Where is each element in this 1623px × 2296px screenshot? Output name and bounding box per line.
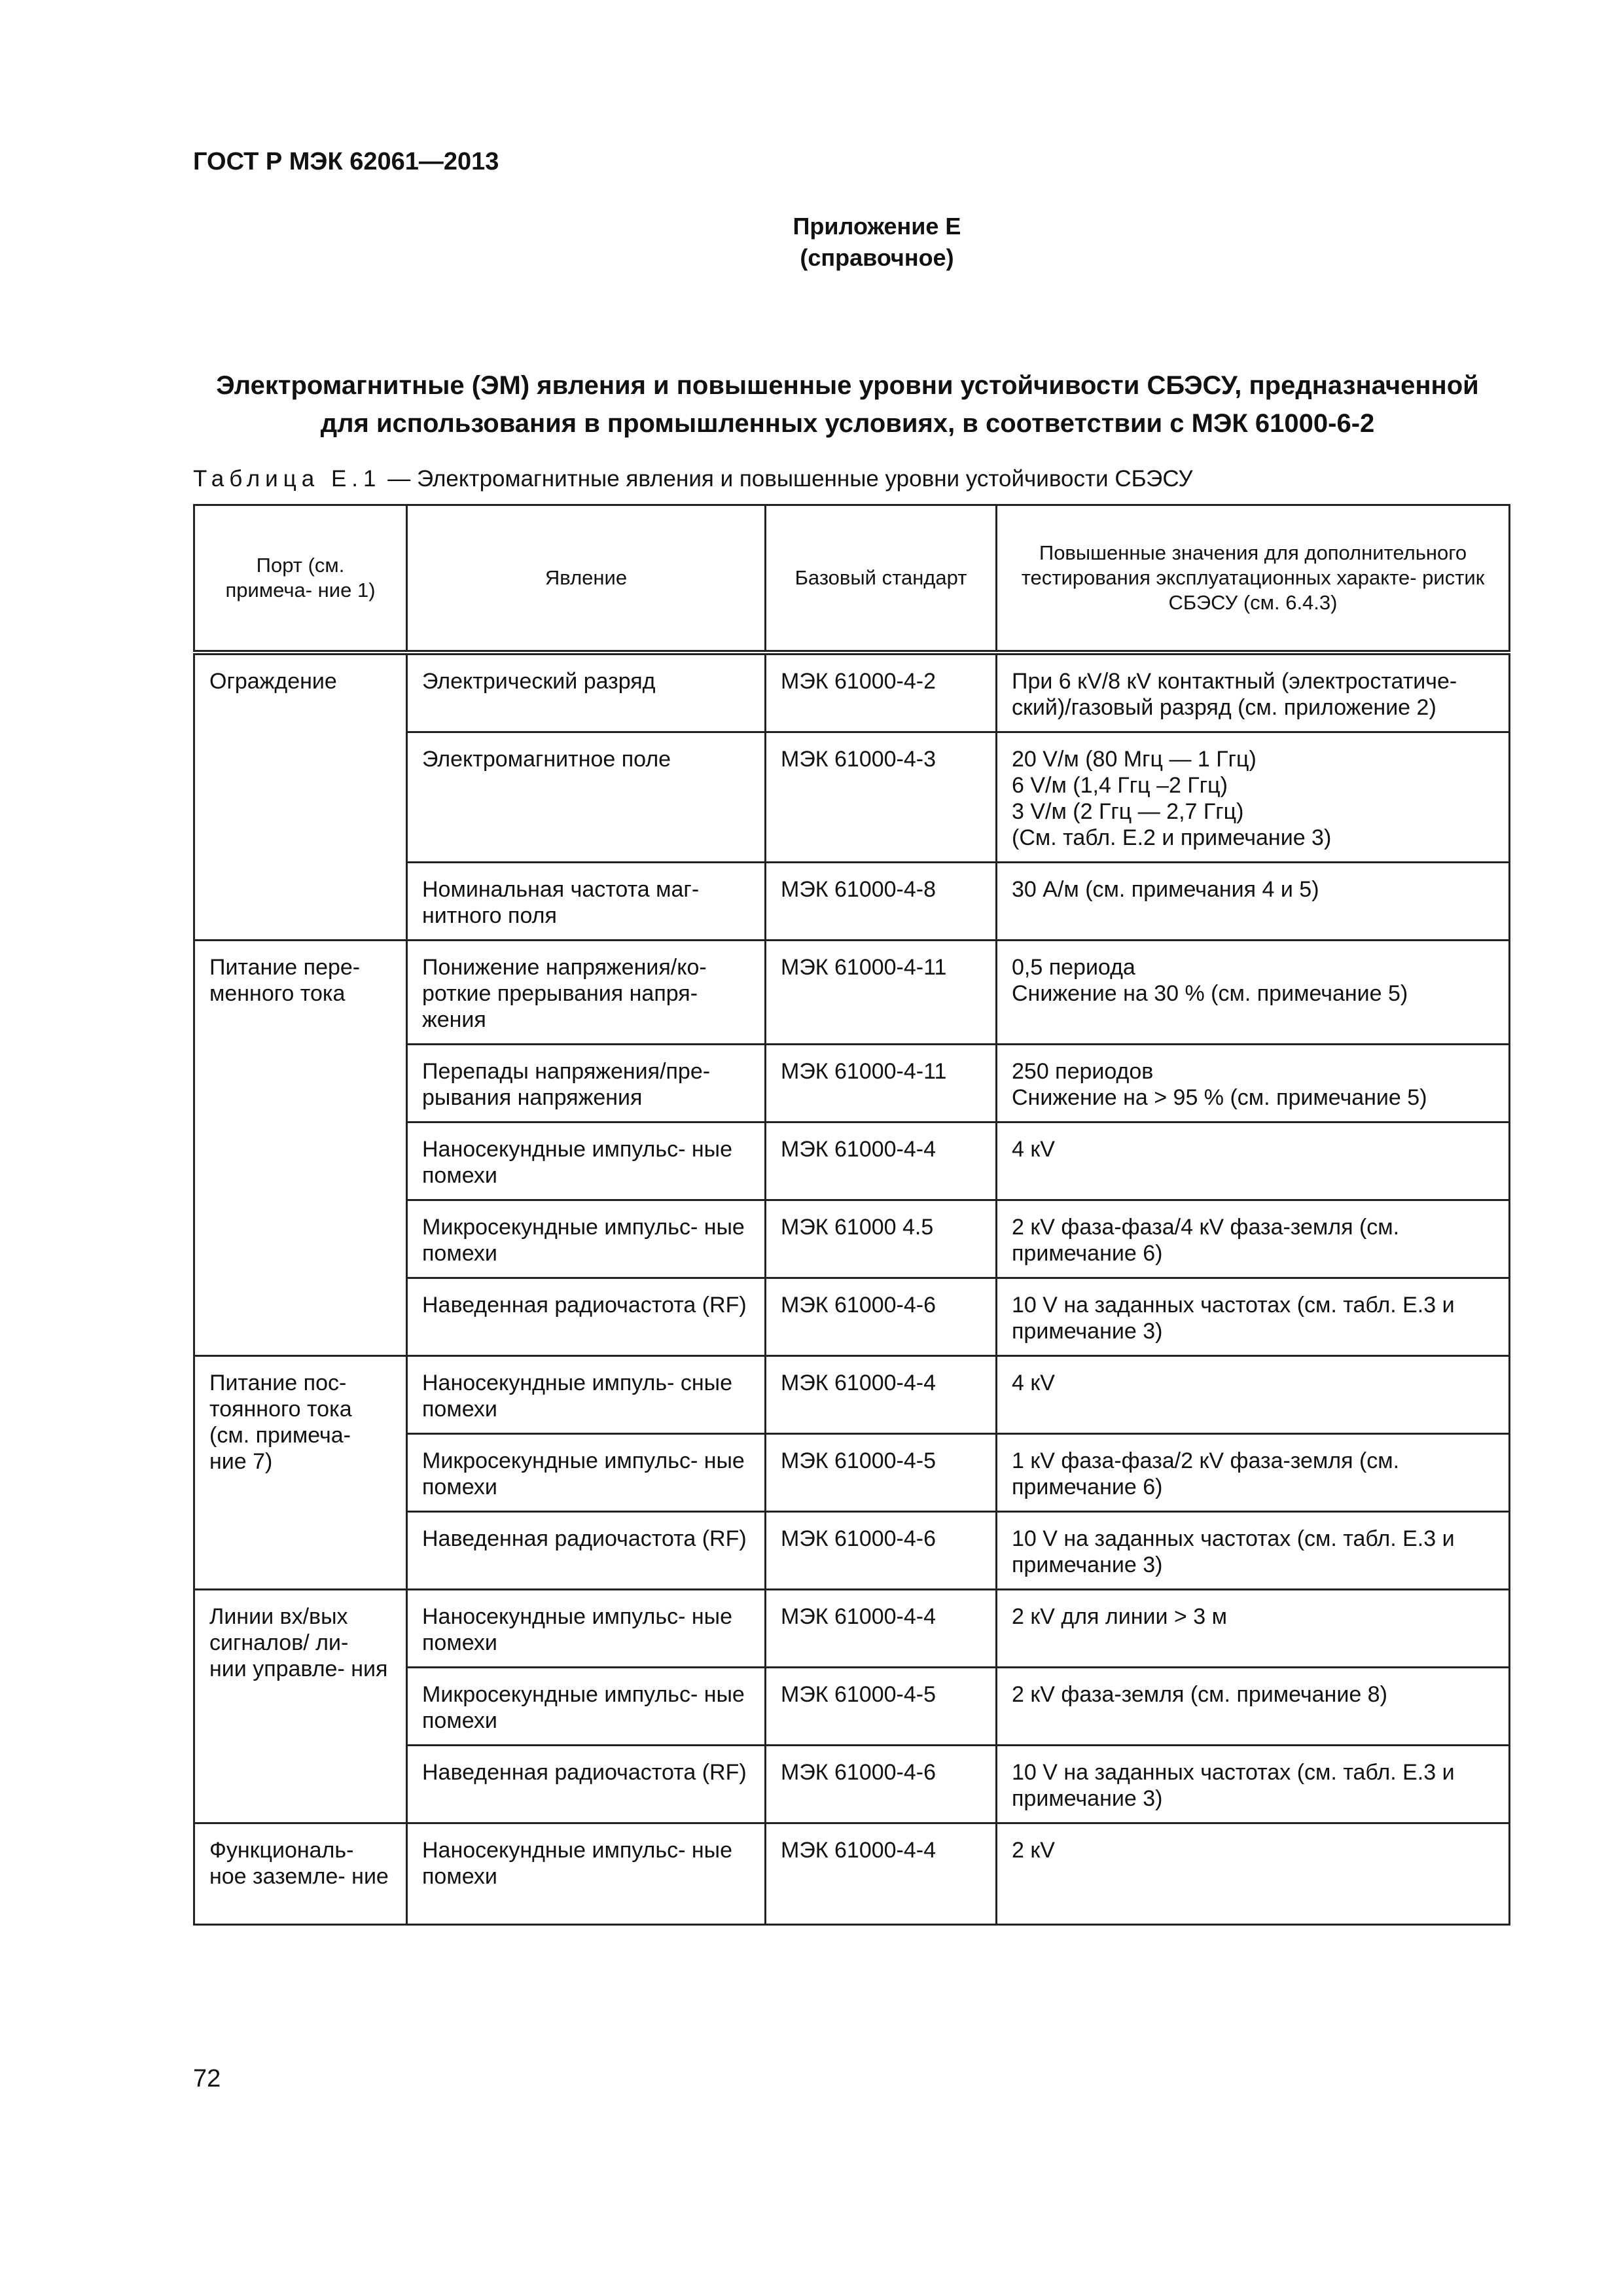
value-cell: 2 кV: [997, 1823, 1510, 1925]
phenomenon-cell: Электрический разряд: [407, 653, 766, 732]
standard-cell: МЭК 61000-4-6: [766, 1278, 997, 1356]
phenomenon-cell: Наносекундные импульс- ные помехи: [407, 1590, 766, 1668]
phenomenon-cell: Микросекундные импульс- ные помехи: [407, 1668, 766, 1746]
port-cell: Питание пос- тоянного тока (см. примеча- ние 7): [194, 1356, 407, 1590]
value-cell: 2 кV фаза-фаза/4 кV фаза-земля (см. примечание 6): [997, 1200, 1510, 1278]
standard-cell: МЭК 61000-4-4: [766, 1122, 997, 1200]
phenomenon-cell: Наведенная радиочастота (RF): [407, 1746, 766, 1823]
port-cell: Питание пере- менного тока: [194, 941, 407, 1356]
standard-cell: МЭК 61000-4-11: [766, 1045, 997, 1122]
table-caption: [193, 466, 1193, 492]
page-number: 72: [193, 2065, 221, 2092]
header-value: Повышенные значения для дополнительного тестирования эксплуатационных характе- ристик СБЭСУ (см. 6.4.3): [997, 505, 1510, 653]
header-standard: Базовый стандарт: [766, 505, 997, 653]
standard-cell: МЭК 61000-4-6: [766, 1512, 997, 1590]
table-caption-text: — Электромагнитные явления и повышенные уровни устойчивости СБЭСУ: [387, 466, 1193, 492]
standard-cell: МЭК 61000-4-5: [766, 1434, 997, 1512]
table-row: [194, 1590, 1510, 1668]
header-phenomenon: Явление: [407, 505, 766, 653]
table-row: [194, 1823, 1510, 1925]
port-cell: Ограждение: [194, 653, 407, 941]
table-body: [194, 653, 1510, 1925]
port-cell: Функциональ- ное заземле- ние: [194, 1823, 407, 1925]
standard-cell: МЭК 61000-4-3: [766, 732, 997, 863]
phenomenon-cell: Микросекундные импульс- ные помехи: [407, 1434, 766, 1512]
phenomenon-cell: Наносекундные импуль- сные помехи: [407, 1356, 766, 1434]
standard-cell: МЭК 61000-4-5: [766, 1668, 997, 1746]
standard-cell: МЭК 61000-4-4: [766, 1590, 997, 1668]
appendix-heading: [0, 211, 1623, 274]
standard-cell: МЭК 61000-4-4: [766, 1823, 997, 1925]
phenomenon-cell: Перепады напряжения/пре- рывания напряжения: [407, 1045, 766, 1122]
value-cell: 10 V на заданных частотах (см. табл. Е.3 и примечание 3): [997, 1746, 1510, 1823]
value-cell: 20 V/м (80 Мгц — 1 Ггц) 6 V/м (1,4 Ггц –2 Ггц) 3 V/м (2 Ггц — 2,7 Ггц) (См. табл. Е.2 и примечание 3): [997, 732, 1510, 863]
standard-cell: МЭК 61000-4-11: [766, 941, 997, 1045]
table-caption-label: Таблица Е.1: [193, 466, 382, 492]
table-header-row: [194, 505, 1510, 653]
standard-cell: МЭК 61000-4-4: [766, 1356, 997, 1434]
value-cell: 250 периодов Снижение на > 95 % (см. примечание 5): [997, 1045, 1510, 1122]
emc-table: [193, 504, 1510, 1926]
section-title: Электромагнитные (ЭМ) явления и повышенные уровни устойчивости СБЭСУ, предназначенной для использования в промышленных условиях, в соответствии с МЭК 61000-6-2: [216, 371, 1479, 438]
phenomenon-cell: Микросекундные импульс- ные помехи: [407, 1200, 766, 1278]
phenomenon-cell: Наносекундные импульс- ные помехи: [407, 1122, 766, 1200]
value-cell: 2 кV фаза-земля (см. примечание 8): [997, 1668, 1510, 1746]
table-row: [194, 941, 1510, 1045]
port-cell: Линии вх/вых сигналов/ ли- нии управле- ния: [194, 1590, 407, 1823]
value-cell: 4 кV: [997, 1122, 1510, 1200]
value-cell: 4 кV: [997, 1356, 1510, 1434]
value-cell: 10 V на заданных частотах (см. табл. Е.3 и примечание 3): [997, 1278, 1510, 1356]
phenomenon-cell: Наведенная радиочастота (RF): [407, 1512, 766, 1590]
table-row: [194, 653, 1510, 732]
value-cell: 1 кV фаза-фаза/2 кV фаза-земля (см. примечание 6): [997, 1434, 1510, 1512]
phenomenon-cell: Электромагнитное поле: [407, 732, 766, 863]
value-cell: 30 А/м (см. примечания 4 и 5): [997, 863, 1510, 941]
phenomenon-cell: Номинальная частота маг- нитного поля: [407, 863, 766, 941]
standard-cell: МЭК 61000-4-2: [766, 653, 997, 732]
standard-cell: МЭК 61000 4.5: [766, 1200, 997, 1278]
appendix-title: Приложение Е: [793, 213, 961, 240]
value-cell: 0,5 периода Снижение на 30 % (см. примечание 5): [997, 941, 1510, 1045]
document-code: ГОСТ Р МЭК 62061—2013: [193, 148, 499, 175]
value-cell: 10 V на заданных частотах (см. табл. Е.3 и примечание 3): [997, 1512, 1510, 1590]
value-cell: 2 кV для линии > 3 м: [997, 1590, 1510, 1668]
table-row: [194, 1356, 1510, 1434]
standard-cell: МЭК 61000-4-6: [766, 1746, 997, 1823]
appendix-type: (справочное): [800, 244, 954, 271]
value-cell: При 6 кV/8 кV контактный (электростатиче- ский)/газовый разряд (см. приложение 2): [997, 653, 1510, 732]
phenomenon-cell: Наведенная радиочастота (RF): [407, 1278, 766, 1356]
phenomenon-cell: Понижение напряжения/ко- роткие прерывания напря- жения: [407, 941, 766, 1045]
standard-cell: МЭК 61000-4-8: [766, 863, 997, 941]
phenomenon-cell: Наносекундные импульс- ные помехи: [407, 1823, 766, 1925]
header-port: Порт (см. примеча- ние 1): [194, 505, 407, 653]
